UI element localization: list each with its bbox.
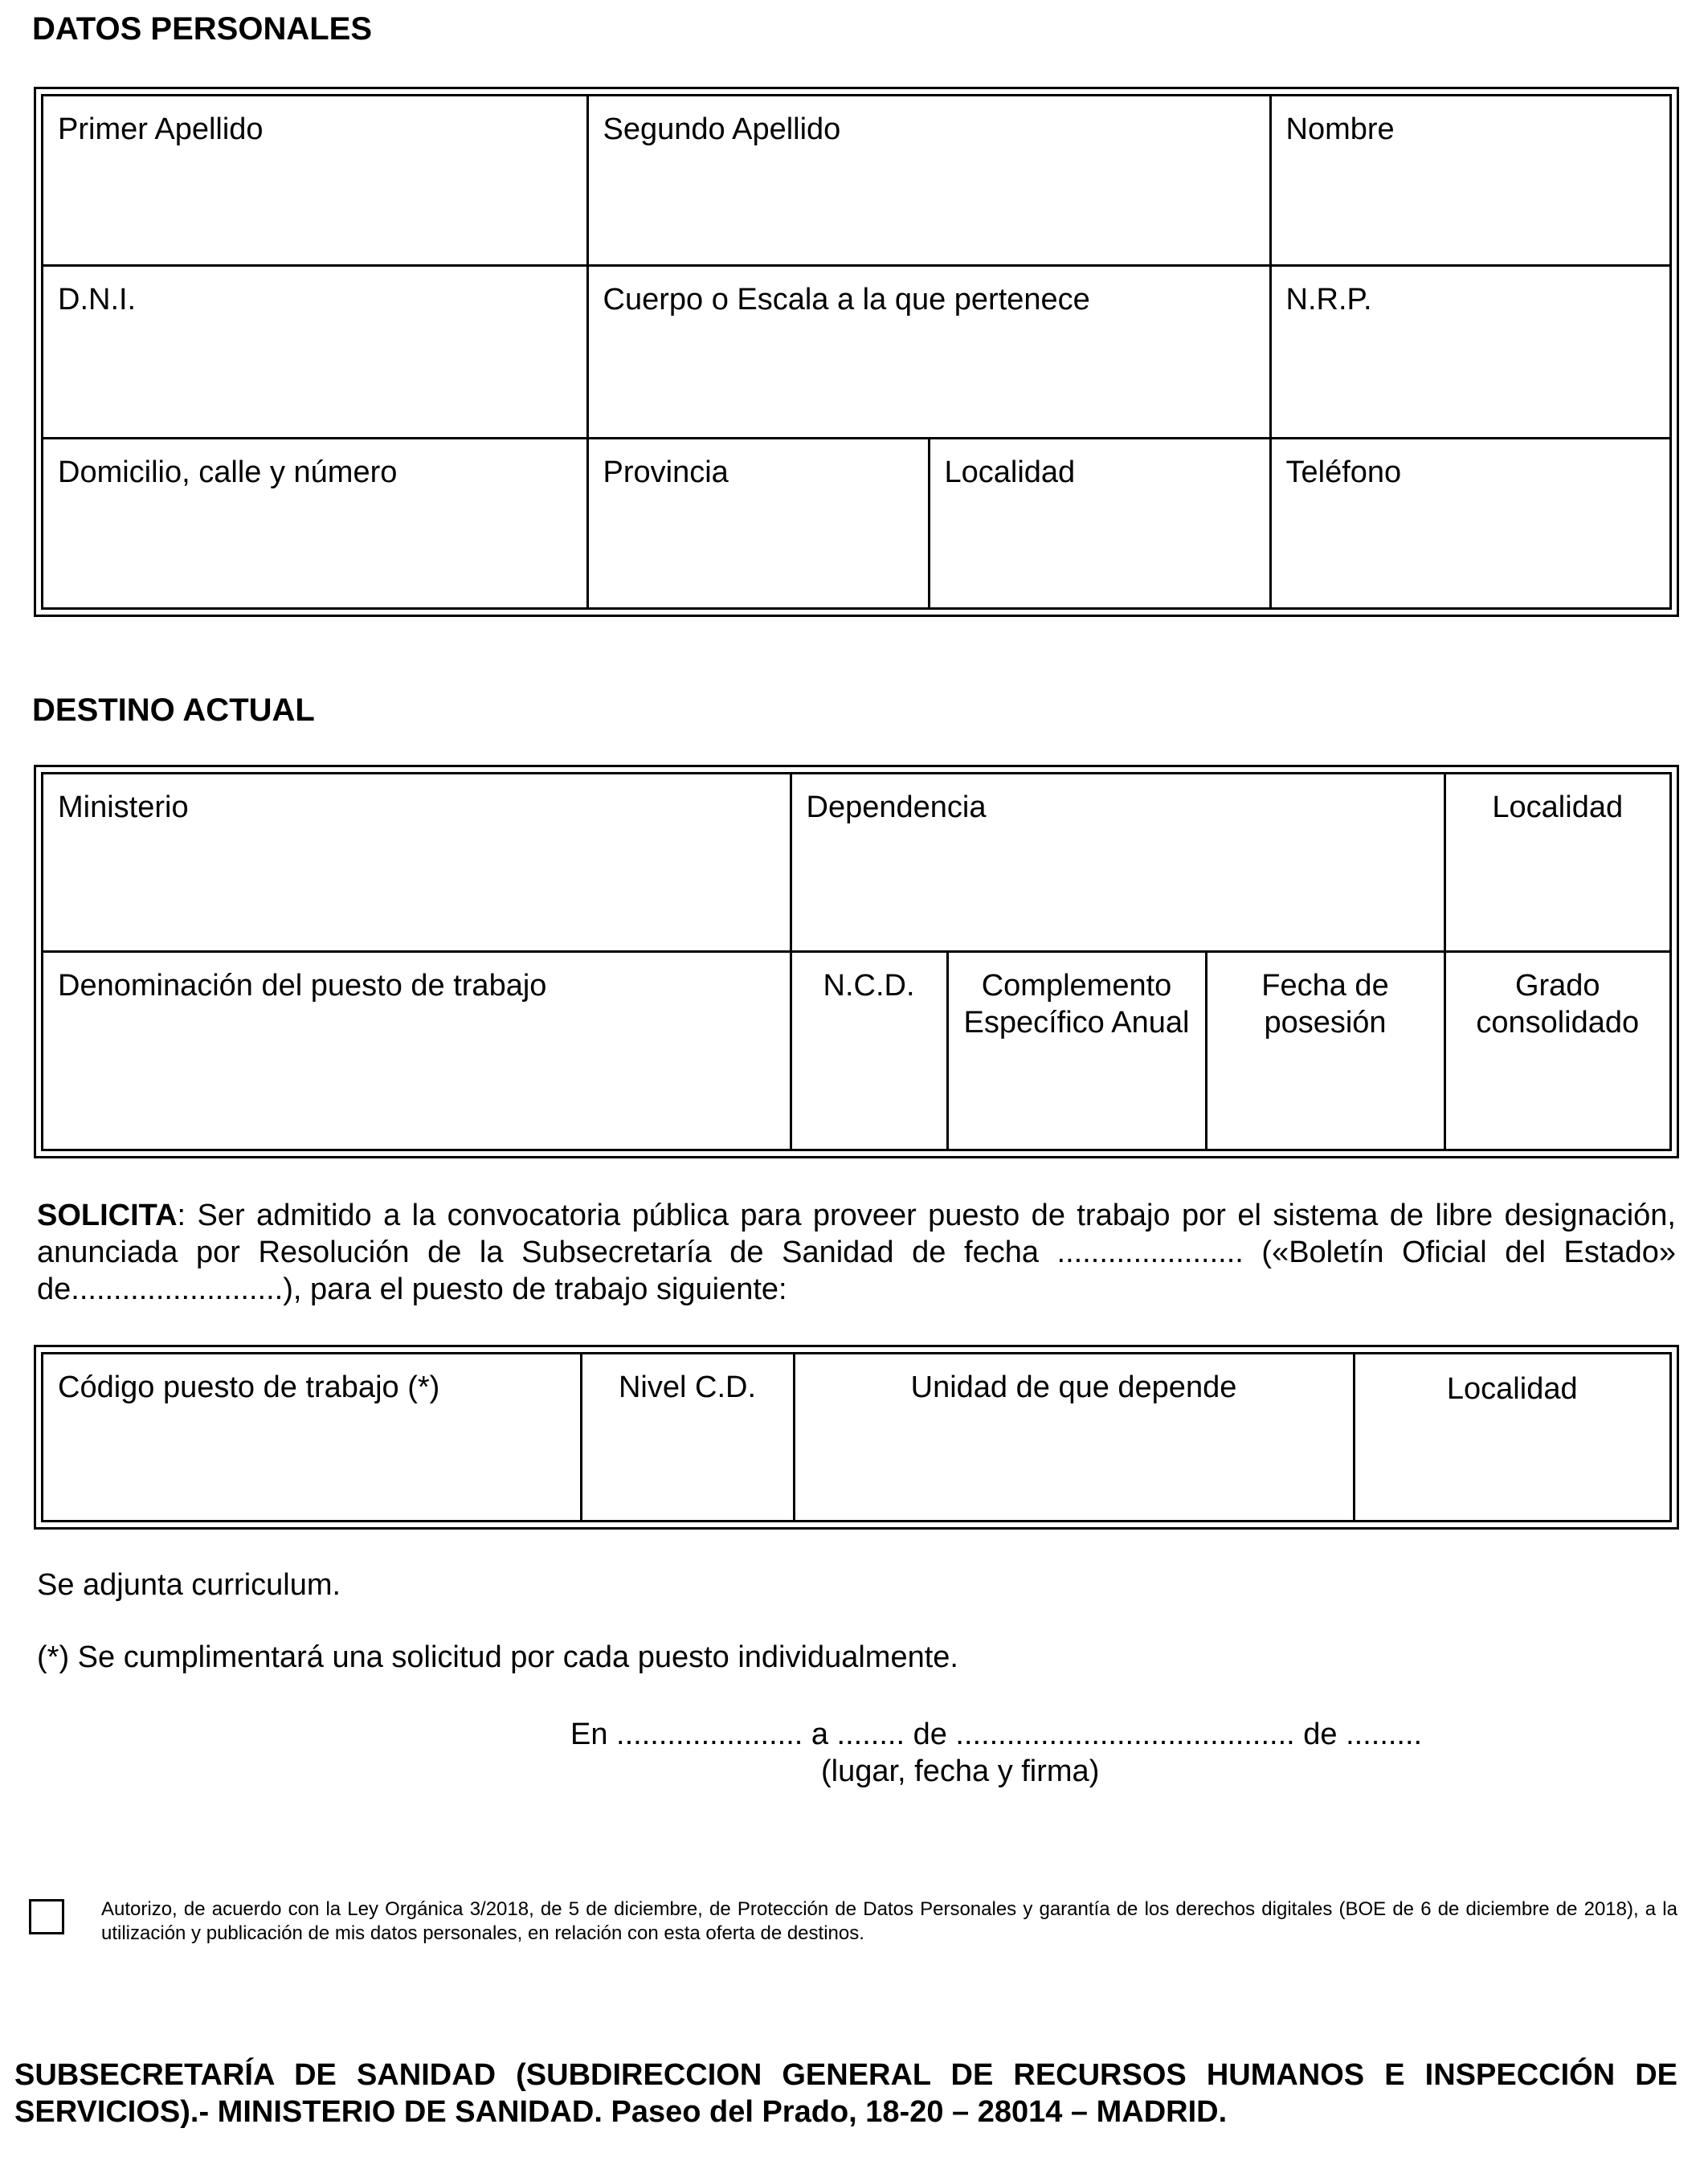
denominacion-puesto-field[interactable]: Denominación del puesto de trabajo [43, 951, 791, 1149]
nrp-field[interactable]: N.R.P. [1270, 265, 1669, 438]
consent-text: Autorizo, de acuerdo con la Ley Orgánica 3/2018, de 5 de diciembre, de Protección de Datos Personales y garantía de los derechos digitales (BOE de 6 de diciembre de 2018), a la utilización y publicación de mis datos personales, en relación con esta oferta de destinos. [101, 1898, 1677, 1944]
signature-caption: (lugar, fecha y firma) [821, 1754, 1100, 1788]
solicita-label: SOLICITA [37, 1199, 178, 1232]
consent-checkbox[interactable] [29, 1899, 64, 1934]
solicita-text: : Ser admitido a la convocatoria pública para proveer puesto de trabajo por el sistema de libre designación, anunciada por Resolución de la Subsecretaría de Sanidad de fecha ...................... («Boletín Oficial del Estado» de.........................), para el puesto de trabajo siguiente: [37, 1199, 1676, 1306]
nombre-field[interactable]: Nombre [1270, 96, 1669, 265]
localidad-actual-field[interactable]: Localidad [1444, 774, 1669, 951]
curriculum-note: Se adjunta curriculum. [37, 1568, 341, 1602]
fecha-posesion-field[interactable]: Fecha de posesión [1206, 951, 1444, 1149]
dni-field[interactable]: D.N.I. [43, 265, 587, 438]
datos-personales-table [34, 87, 1679, 617]
codigo-puesto-field[interactable]: Código puesto de trabajo (*) [43, 1354, 581, 1520]
ministerio-field[interactable]: Ministerio [43, 774, 791, 951]
dependencia-field[interactable]: Dependencia [791, 774, 1444, 951]
signature-line: En ...................... a ........ de ........................................ de ......... [570, 1718, 1423, 1751]
provincia-field[interactable]: Provincia [587, 439, 929, 607]
asterisk-note: (*) Se cumplimentará una solicitud por cada puesto individualmente. [37, 1640, 958, 1674]
localidad-field[interactable]: Localidad [929, 439, 1270, 607]
nivel-cd-field[interactable]: Nivel C.D. [581, 1354, 794, 1520]
destino-actual-heading: DESTINO ACTUAL [32, 692, 315, 728]
localidad-puesto-field[interactable]: Localidad [1354, 1354, 1669, 1520]
destino-actual-table [34, 765, 1679, 1158]
solicita-paragraph [37, 1197, 1676, 1308]
primer-apellido-field[interactable]: Primer Apellido [43, 96, 587, 265]
ncd-field[interactable]: N.C.D. [791, 951, 947, 1149]
datos-personales-heading: DATOS PERSONALES [32, 11, 373, 47]
telefono-field[interactable]: Teléfono [1270, 439, 1669, 607]
complemento-especifico-field[interactable]: Complemento Específico Anual [947, 951, 1206, 1149]
cuerpo-escala-field[interactable]: Cuerpo o Escala a la que pertenece [587, 265, 1270, 438]
segundo-apellido-field[interactable]: Segundo Apellido [587, 96, 1270, 265]
puesto-solicitado-table [34, 1345, 1679, 1530]
footer-address: SUBSECRETARÍA DE SANIDAD (SUBDIRECCION GENERAL DE RECURSOS HUMANOS E INSPECCIÓN DE SERVICIOS).- MINISTERIO DE SANIDAD. Paseo del Prado, 18-20 – 28014 – MADRID. [14, 2058, 1677, 2129]
grado-consolidado-field[interactable]: Grado consolidado [1444, 951, 1669, 1149]
unidad-depende-field[interactable]: Unidad de que depende [794, 1354, 1354, 1520]
domicilio-field[interactable]: Domicilio, calle y número [43, 439, 587, 607]
